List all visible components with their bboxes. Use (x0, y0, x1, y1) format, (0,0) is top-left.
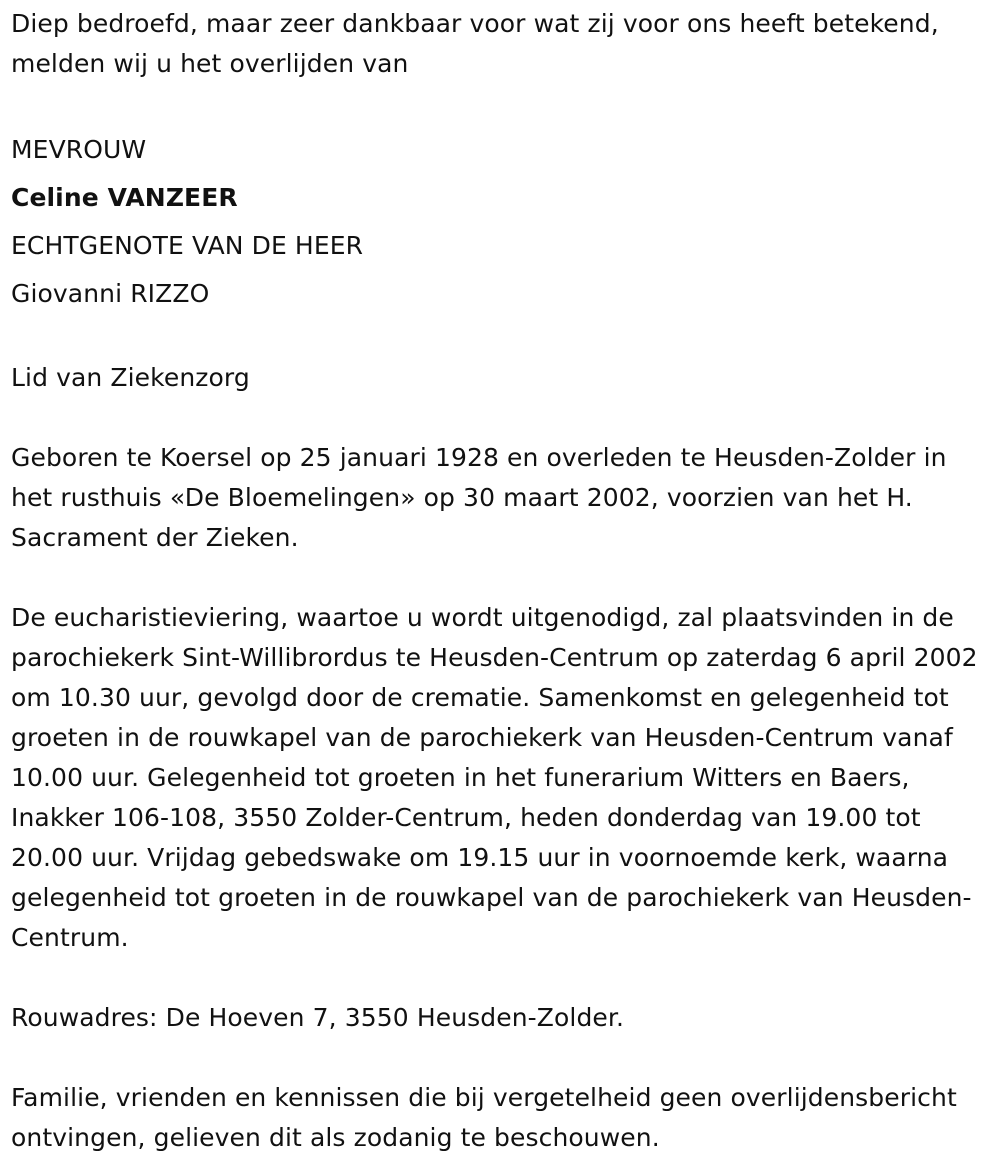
deceased-block (11, 124, 993, 318)
spacer (11, 1038, 993, 1078)
spacer (11, 398, 993, 438)
obituary-notice (11, 4, 993, 1158)
closing-paragraph: Familie, vrienden en kennissen die bij vergetelheid geen overlijdensbericht ontvingen, gelieven dit als zodanig te beschouwen. (11, 1083, 957, 1152)
spacer (11, 958, 993, 998)
mourning-address: Rouwadres: De Hoeven 7, 3550 Heusden-Zolder. (11, 1003, 625, 1032)
honorific: MEVROUW (11, 135, 147, 164)
spacer (11, 318, 993, 358)
spacer (11, 558, 993, 598)
birth-death-paragraph: Geboren te Koersel op 25 januari 1928 en overleden te Heusden-Zolder in het rusthuis «De Bloemelingen» op 30 maart 2002, voorzien van het H. Sacrament der Zieken. (11, 443, 947, 552)
relation-line: ECHTGENOTE VAN DE HEER (11, 231, 364, 260)
intro-paragraph: Diep bedroefd, maar zeer dankbaar voor wat zij voor ons heeft betekend, melden wij u het overlijden van (11, 9, 939, 78)
spacer (11, 84, 993, 124)
deceased-name: Celine VANZEER (11, 183, 238, 212)
membership-line: Lid van Ziekenzorg (11, 363, 250, 392)
spouse-name: Giovanni RIZZO (11, 279, 210, 308)
ceremony-paragraph: De eucharistieviering, waartoe u wordt uitgenodigd, zal plaatsvinden in de parochiekerk Sint-Willibrordus te Heusden-Centrum op zaterdag 6 april 2002 om 10.30 uur, gevolgd door de crematie. Samenkomst en gelegenheid tot groeten in de rouwkapel van de parochiekerk van Heusden-Centrum vanaf 10.00 uur. Gelegenheid tot groeten in het funerarium Witters en Baers, Inakker 106-108, 3550 Zolder-Centrum, heden donderdag van 19.00 tot 20.00 uur. Vrijdag gebedswake om 19.15 uur in voornoemde kerk, waarna gelegenheid tot groeten in de rouwkapel van de parochiekerk van Heusden-Centrum. (11, 603, 978, 952)
